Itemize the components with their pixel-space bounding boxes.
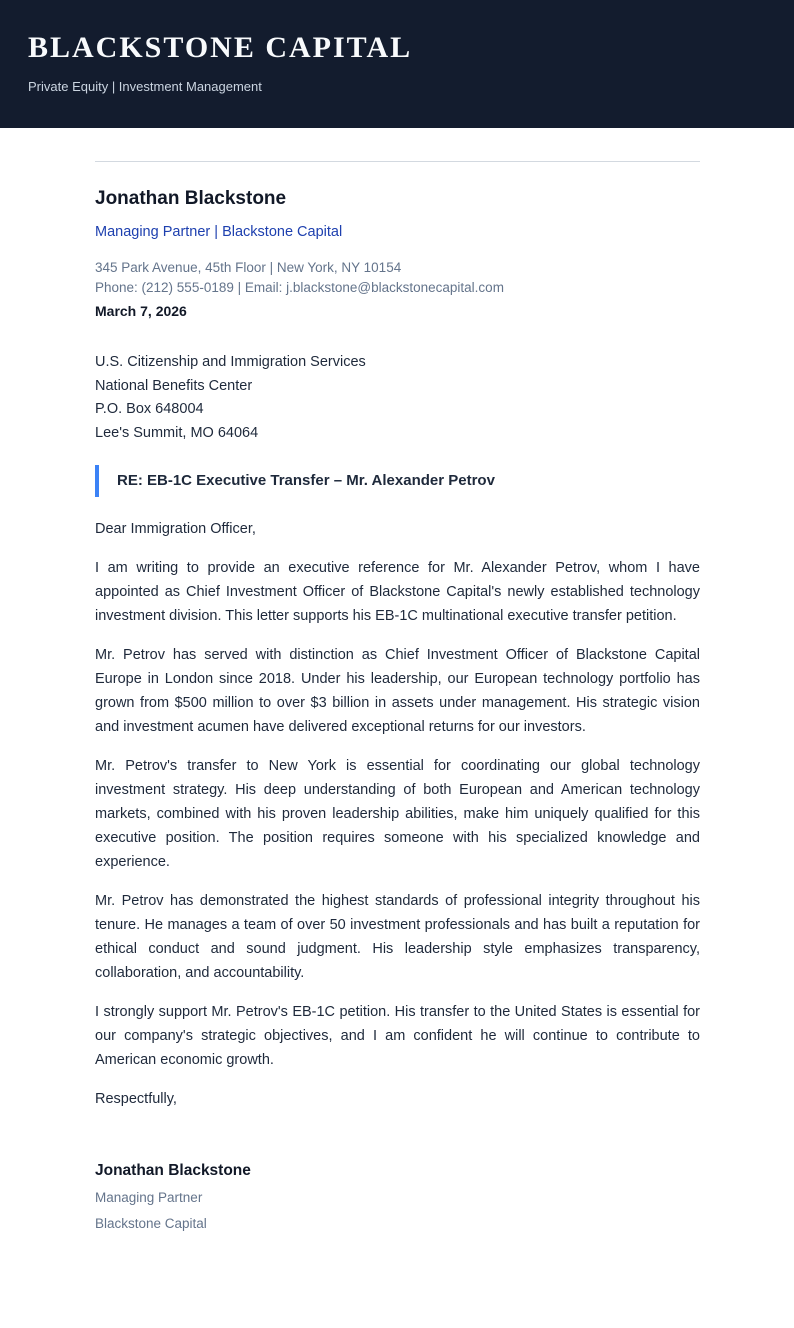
letter-paragraph: Mr. Petrov has served with distinction as Chief Investment Officer of Blackstone Capital Europe in London since 2018. Under his leadership, our European technology portfolio has grown from $500 million to over $3 billion in assets under management. His strategic vision and investment acumen have delivered exceptional returns for our investors.: [95, 647, 700, 735]
signature-name: Jonathan Blackstone: [95, 1162, 251, 1179]
closing-line: Respectfully,: [95, 1091, 177, 1107]
sender-title: Managing Partner | Blackstone Capital: [95, 224, 343, 240]
sender-name: Jonathan Blackstone: [95, 188, 287, 209]
signature-title: Managing Partner: [95, 1190, 203, 1205]
subject-text: RE: EB-1C Executive Transfer – Mr. Alexander Petrov: [117, 472, 495, 489]
sender-address-line: 345 Park Avenue, 45th Floor | New York, NY 10154: [95, 260, 402, 275]
recipient-address-block: [95, 351, 700, 445]
company-name: BLACKSTONE CAPITAL: [28, 31, 413, 64]
recipient-line: National Benefits Center: [95, 377, 253, 394]
letter-page: [95, 161, 700, 1233]
letter-paragraph: Mr. Petrov's transfer to New York is essential for coordinating our global technology investment strategy. His deep understanding of both European and American technology markets, combined with his proven leadership abilities, make him uniquely qualified for this executive position. The position requires someone with his specialized knowledge and experience.: [95, 758, 700, 870]
letter-paragraph: I am writing to provide an executive reference for Mr. Alexander Petrov, whom I have appointed as Chief Investment Officer of Blackstone Capital's newly established technology investment division. This letter supports his EB-1C multinational executive transfer petition.: [95, 560, 700, 624]
recipient-line: Lee's Summit, MO 64064: [95, 424, 259, 441]
divider: [95, 161, 700, 162]
letter-paragraph: Mr. Petrov has demonstrated the highest standards of professional integrity throughout his tenure. He manages a team of over 50 investment professionals and has built a reputation for ethical conduct and sound judgment. His leadership style emphasizes transparency, collaboration, and accountability.: [95, 893, 700, 981]
letterhead: [0, 0, 794, 128]
sender-phone-email-line: Phone: (212) 555-0189 | Email: j.blackstone@blackstonecapital.com: [95, 280, 504, 295]
company-tagline: Private Equity | Investment Management: [28, 79, 262, 94]
recipient-line: U.S. Citizenship and Immigration Services: [95, 354, 366, 370]
letter-date: March 7, 2026: [95, 303, 187, 319]
letter-paragraph: I strongly support Mr. Petrov's EB-1C petition. His transfer to the United States is essential for our company's strategic objectives, and I am confident he will continue to contribute to American economic growth.: [95, 1004, 700, 1068]
signature-block: [95, 1161, 700, 1233]
salutation: Dear Immigration Officer,: [95, 521, 256, 537]
subject-line: [95, 465, 700, 497]
recipient-line: P.O. Box 648004: [95, 401, 204, 417]
signature-company: Blackstone Capital: [95, 1216, 207, 1231]
sender-contact-block: [95, 258, 700, 298]
